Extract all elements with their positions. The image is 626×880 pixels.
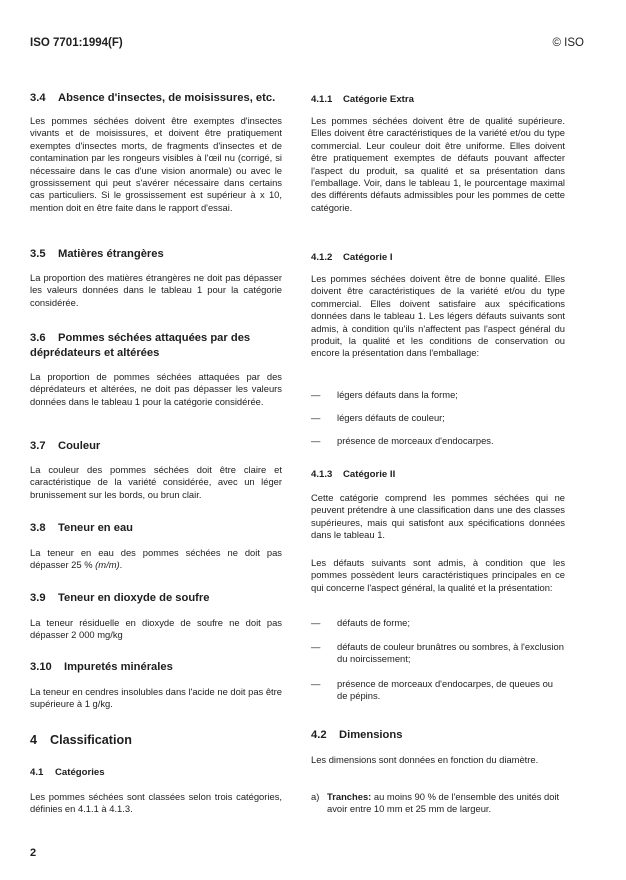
- paragraph-4-2: Les dimensions sont données en fonction du diamètre.: [311, 754, 539, 765]
- heading-3-4: 3.4 Absence d'insectes, de moisissures, etc.: [30, 92, 276, 104]
- heading-4-1-3: 4.1.3 Catégorie II: [311, 469, 396, 480]
- heading-3-6-line2: déprédateurs et altérées: [30, 347, 160, 359]
- heading-3-9: 3.9 Teneur en dioxyde de soufre: [30, 592, 210, 604]
- heading-3-6: 3.6 Pommes séchées attaquées par des: [30, 332, 251, 344]
- paragraph-4-1-3-a: Cette catégorie comprend les pommes séchées qui ne peuvent prétendre à une classification dans une des classes supérieures, mais qui satisfont aux spécifications données dans le tableau 1.: [311, 492, 565, 541]
- list-item: — défauts de forme;: [311, 617, 410, 628]
- list-item: — présence de morceaux d'endocarpes.: [311, 435, 494, 446]
- heading-3-5: 3.5 Matières étrangères: [30, 248, 164, 260]
- list-item: — légers défauts de couleur;: [311, 412, 445, 423]
- list-item: — défauts de couleur brunâtres ou sombres, à l'exclusion du noircissement;: [311, 641, 564, 665]
- heading-4-1-2: 4.1.2 Catégorie I: [311, 252, 393, 263]
- paragraph-3-8: La teneur en eau des pommes séchées ne doit pas dépasser 25 % (m/m).: [30, 547, 282, 571]
- paragraph-4-1-1: Les pommes séchées doivent être de qualité supérieure. Elles doivent être caractéristiques de la variété et/ou du type commercial. Leur couleur doit être uniforme. Elles doivent être pratiquement exemptes de défauts pouvant affecter l'aspect du produit, sa qualité et sa présentation dans l'emballage. Voir, dans le tableau 1, le pourcentage maximal des différents défauts admissibles pour les pommes de cette catégorie.: [311, 115, 565, 213]
- document-reference: ISO 7701:1994(F): [30, 37, 123, 49]
- heading-4-1: 4.1 Catégories: [30, 767, 105, 778]
- paragraph-3-7: La couleur des pommes séchées doit être claire et caractéristique de la variété considérée, avec un léger brunissement sur les bords, ou brun clair.: [30, 464, 282, 500]
- page-number: 2: [30, 847, 37, 859]
- heading-4-1-1: 4.1.1 Catégorie Extra: [311, 94, 414, 105]
- paragraph-3-9: La teneur résiduelle en dioxyde de soufre ne doit pas dépasser 2 000 mg/kg: [30, 617, 282, 641]
- paragraph-4-1: Les pommes séchées sont classées selon trois catégories, définies en 4.1.1 à 4.1.3.: [30, 791, 282, 815]
- heading-3-10: 3.10 Impuretés minérales: [30, 661, 173, 673]
- iso-copyright: © ISO: [552, 37, 584, 49]
- heading-3-8: 3.8 Teneur en eau: [30, 522, 134, 534]
- list-item: — légers défauts dans la forme;: [311, 389, 458, 400]
- heading-4: 4 Classification: [30, 733, 132, 747]
- paragraph-3-4: Les pommes séchées doivent être exemptes d'insectes vivants et de moisissures, et doivent être pratiquement exemptes d'insectes morts, de fragments d'insectes et de contamination par les rongeurs visibles à l'œil nu (corrigé, si nécessaire dans le cas d'une vision anormale) ou avec le grossissement qui peut s'avérer nécessaire dans certains cas particuliers. Si le grossissement est supérieur à x 10, mention doit en être faite dans le rapport d'essai.: [30, 115, 282, 213]
- heading-3-7: 3.7 Couleur: [30, 440, 101, 452]
- paragraph-4-1-2: Les pommes séchées doivent être de bonne qualité. Elles doivent être caractéristiques de la variété et/ou du type commercial. Elles doivent satisfaire aux spécifications données dans le tableau 1. Les légers défauts suivants sont admis, à condition qu'ils n'affectent pas l'aspect général du produit, la qualité et les conditions de conservation ou encore la présentation dans l'emballage:: [311, 273, 565, 359]
- list-item-a: a) Tranches: au moins 90 % de l'ensemble des unités doit avoir entre 10 mm et 25 mm de largeur.: [311, 791, 560, 815]
- heading-4-2: 4.2 Dimensions: [311, 729, 403, 741]
- paragraph-3-6: La proportion de pommes séchées attaquées par des déprédateurs et altérées, ne doit pas dépasser les valeurs données dans le tableau 1 pour la catégorie considérée.: [30, 371, 282, 407]
- list-item: — présence de morceaux d'endocarpes, de queues ou de pépins.: [311, 678, 554, 702]
- paragraph-3-10: La teneur en cendres insolubles dans l'acide ne doit pas être supérieure à 1 g/kg.: [30, 686, 282, 710]
- paragraph-3-5: La proportion des matières étrangères ne doit pas dépasser les valeurs données dans le tableau 1 pour la catégorie considérée.: [30, 272, 282, 308]
- paragraph-4-1-3-b: Les défauts suivants sont admis, à condition que les pommes possèdent leurs caractéristiques principales en ce qui concerne l'aspect général, la qualité et la présentation:: [311, 557, 565, 593]
